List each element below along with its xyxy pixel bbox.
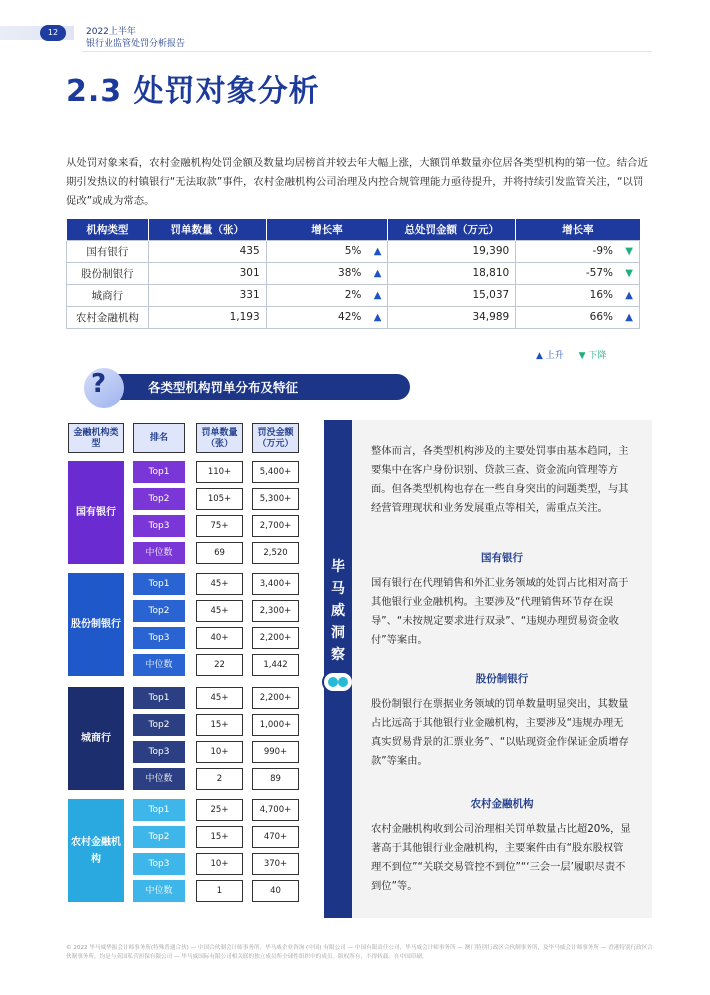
penalty-amount: 2,200+ xyxy=(252,627,299,649)
penalty-amount: 2,520 xyxy=(252,542,299,564)
penalty-count: 10+ xyxy=(196,741,243,763)
rank-label: Top1 xyxy=(133,573,185,595)
penalty-amount: 2,700+ xyxy=(252,515,299,537)
table-cell xyxy=(388,306,516,328)
down-arrow-icon: ▼ xyxy=(625,246,633,257)
table-row xyxy=(67,306,640,328)
dist-header-rank-label: 排名 xyxy=(149,433,168,443)
up-arrow-icon: ▲ xyxy=(373,290,382,301)
penalty-amount: 2,300+ xyxy=(252,600,299,622)
insight-text: 农村金融机构收到公司治理相关罚单数量占比超20%，显著高于其他银行业金融机构，主要案件由有“股东股权管理不到位”“关联交易管控不到位”“‘三会一层’履职尽责不到位”等。 xyxy=(371,823,631,892)
table-cell xyxy=(148,240,266,262)
table-cell xyxy=(67,262,149,284)
table-cell xyxy=(67,240,149,262)
penalty-amount: 470+ xyxy=(252,826,299,848)
table-cell xyxy=(266,262,388,284)
intro-paragraph: 从处罚对象来看，农村金融机构处罚金额及数量均居榜首并较去年大幅上涨，大额罚单数量亦位居各类型机构的第一位。结合近期引发热议的村镇银行“无法取款”事件，农村金融机构公司治理及内控合规管理能力亟待提升，并将持续引发监管关注，“以罚促改”或成为常态。 xyxy=(66,157,648,207)
penalty-count: 1 xyxy=(196,880,243,902)
penalty-count: 2 xyxy=(196,768,243,790)
insight-label-char: 威 xyxy=(331,603,345,619)
table-row xyxy=(67,262,640,284)
rank-label: Top1 xyxy=(133,687,185,709)
penalty-amount: 1,000+ xyxy=(252,714,299,736)
penalty-amount: 5,400+ xyxy=(252,461,299,483)
dist-header-type-label: 金融机构类型 xyxy=(73,428,119,449)
penalty-count: 15+ xyxy=(196,826,243,848)
institution-type-label: 股份制银行 xyxy=(68,573,124,676)
insight-vertical-bar xyxy=(324,420,352,918)
penalty-count: 22 xyxy=(196,654,243,676)
header-report-title: 银行业监管处罚分析报告 xyxy=(86,39,186,49)
table-cell xyxy=(388,284,516,306)
cell-value: 16% xyxy=(589,289,613,301)
insight-heading: 农村金融机构 xyxy=(470,798,534,810)
rank-label: 中位数 xyxy=(133,654,185,676)
insight-overall: 整体而言，各类型机构涉及的主要处罚事由基本趋同，主要集中在客户身份识别、贷款三查、资金流向管理等方面。但各类型机构也存在一些自身突出的问题类型，与其经营管理现状和业务发展重点等相关，需重点关注。 xyxy=(371,445,629,514)
rank-label: Top2 xyxy=(133,714,185,736)
cell-value: 18,810 xyxy=(472,267,510,279)
cell-value: 301 xyxy=(239,267,260,279)
insight-text: 国有银行在代理销售和外汇业务领域的处罚占比相对高于其他银行业金融机构。主要涉及“代理销售环节存在误导”、“未按规定要求进行双录”、“违规办理贸易资金收付”等案由。 xyxy=(371,577,629,646)
rank-label: 中位数 xyxy=(133,768,185,790)
penalty-amount: 2,200+ xyxy=(252,687,299,709)
table-cell xyxy=(148,284,266,306)
cell-value: 农村金融机构 xyxy=(75,311,139,324)
trend-legend xyxy=(536,348,606,361)
cell-value: -9% xyxy=(592,245,613,257)
cell-value: 34,989 xyxy=(472,311,510,323)
penalty-amount: 89 xyxy=(252,768,299,790)
penalty-amount: 4,700+ xyxy=(252,799,299,821)
penalty-amount: 370+ xyxy=(252,853,299,875)
rank-label: Top3 xyxy=(133,627,185,649)
cell-value: 国有银行 xyxy=(86,245,129,258)
penalty-count: 45+ xyxy=(196,573,243,595)
penalty-amount: 5,300+ xyxy=(252,488,299,510)
penalty-count: 69 xyxy=(196,542,243,564)
table-cell xyxy=(148,306,266,328)
dist-header-count-label: 罚单数量（张） xyxy=(201,428,238,449)
table-cell xyxy=(516,284,640,306)
table-cell xyxy=(67,284,149,306)
rank-label: Top3 xyxy=(133,741,185,763)
cell-value: 435 xyxy=(239,245,260,257)
penalty-amount: 1,442 xyxy=(252,654,299,676)
penalty-count: 25+ xyxy=(196,799,243,821)
insight-label-char: 察 xyxy=(331,647,345,663)
cell-value: 15,037 xyxy=(472,289,510,301)
insight-heading: 国有银行 xyxy=(481,552,523,564)
table-row xyxy=(67,284,640,306)
footer-copyright: © 2022 毕马威华振会计师事务所(特殊普通合伙) — 中国合伙制会计师事务所，毕马威企业咨询 (中国) 有限公司 — 中国有限责任公司，毕马威会计师事务所 — 澳门特别行政区合伙制事务所，及毕马威会计师事务所 — 香港特别行政区合伙制事务所，均是与英国私营担保有限公司 — 毕马威国际有限公司相关联的独立成员所全球性组织中的成员。版权所有，不得转载。在中国印刷。 xyxy=(66,945,653,960)
rank-label: Top2 xyxy=(133,826,185,848)
penalty-amount: 990+ xyxy=(252,741,299,763)
owl-eyes-icon xyxy=(322,671,354,693)
cell-value: 19,390 xyxy=(472,245,510,257)
cell-value: 42% xyxy=(338,311,362,323)
table-cell xyxy=(148,262,266,284)
cell-value: 5% xyxy=(344,245,362,257)
cell-value: 城商行 xyxy=(91,289,124,302)
rank-label: Top2 xyxy=(133,600,185,622)
banner-title: 各类型机构罚单分布及特征 xyxy=(148,380,299,395)
header-divider xyxy=(82,51,652,52)
down-arrow-icon: ▼ xyxy=(625,268,633,279)
cell-value: 1,193 xyxy=(229,311,260,323)
table-cell xyxy=(516,306,640,328)
penalty-amount: 3,400+ xyxy=(252,573,299,595)
rank-label: 中位数 xyxy=(133,880,185,902)
insight-label-char: 马 xyxy=(331,581,345,597)
question-icon: ? xyxy=(91,369,107,399)
table-cell xyxy=(266,284,388,306)
cell-value: 股份制银行 xyxy=(81,267,134,280)
rank-label: Top2 xyxy=(133,488,185,510)
institution-type-label: 国有银行 xyxy=(68,461,124,564)
penalty-count: 45+ xyxy=(196,687,243,709)
legend-down: ▼ 下降 xyxy=(578,351,607,361)
table-cell xyxy=(516,262,640,284)
penalty-stats-table xyxy=(66,219,640,329)
insight-label-char: 洞 xyxy=(331,625,345,641)
up-arrow-icon: ▲ xyxy=(373,312,382,323)
penalty-count: 15+ xyxy=(196,714,243,736)
cell-value: 66% xyxy=(589,311,613,323)
table-cell xyxy=(388,240,516,262)
penalty-count: 110+ xyxy=(196,461,243,483)
penalty-amount: 40 xyxy=(252,880,299,902)
cell-value: 2% xyxy=(344,289,362,301)
table-cell xyxy=(388,262,516,284)
rank-label: Top1 xyxy=(133,799,185,821)
table-header-cell: 总处罚金额（万元） xyxy=(388,219,516,240)
up-arrow-icon: ▲ xyxy=(373,268,382,279)
table-cell xyxy=(516,240,640,262)
table-header-row xyxy=(67,219,640,240)
rank-label: Top3 xyxy=(133,515,185,537)
cell-value: 331 xyxy=(239,289,260,301)
table-cell xyxy=(266,240,388,262)
institution-type-label: 城商行 xyxy=(68,687,124,790)
page-number: 12 xyxy=(40,25,66,41)
table-header-cell: 罚单数量（张） xyxy=(148,219,266,240)
penalty-count: 45+ xyxy=(196,600,243,622)
up-arrow-icon: ▲ xyxy=(625,312,633,323)
legend-up: ▲ 上升 xyxy=(536,351,564,361)
cell-value: -57% xyxy=(585,267,613,279)
penalty-count: 10+ xyxy=(196,853,243,875)
penalty-count: 75+ xyxy=(196,515,243,537)
dist-header-amount-label: 罚没金额（万元） xyxy=(257,428,294,449)
table-header-cell: 增长率 xyxy=(266,219,388,240)
table-cell xyxy=(67,306,149,328)
header-year: 2022上半年 xyxy=(86,27,136,37)
table-cell xyxy=(266,306,388,328)
institution-type-label: 农村金融机构 xyxy=(68,799,124,902)
table-row xyxy=(67,240,640,262)
cell-value: 38% xyxy=(338,267,362,279)
up-arrow-icon: ▲ xyxy=(625,290,633,301)
insight-label xyxy=(324,556,352,666)
table-body xyxy=(67,240,640,328)
insight-text: 股份制银行在票据业务领域的罚单数量明显突出，其数量占比远高于其他银行业金融机构，主要涉及“违规办理无真实贸易背景的汇票业务”、“以贴现资金作保证金质增存款”等案由。 xyxy=(371,698,629,767)
rank-label: Top3 xyxy=(133,853,185,875)
table-header-cell: 机构类型 xyxy=(67,219,149,240)
insight-label-char: 毕 xyxy=(331,559,345,575)
rank-label: Top1 xyxy=(133,461,185,483)
up-arrow-icon: ▲ xyxy=(373,246,382,257)
section-title: 2.3 处罚对象分析 xyxy=(66,74,320,109)
penalty-count: 105+ xyxy=(196,488,243,510)
penalty-count: 40+ xyxy=(196,627,243,649)
rank-label: 中位数 xyxy=(133,542,185,564)
insight-heading: 股份制银行 xyxy=(475,673,529,685)
table-header-cell: 增长率 xyxy=(516,219,640,240)
